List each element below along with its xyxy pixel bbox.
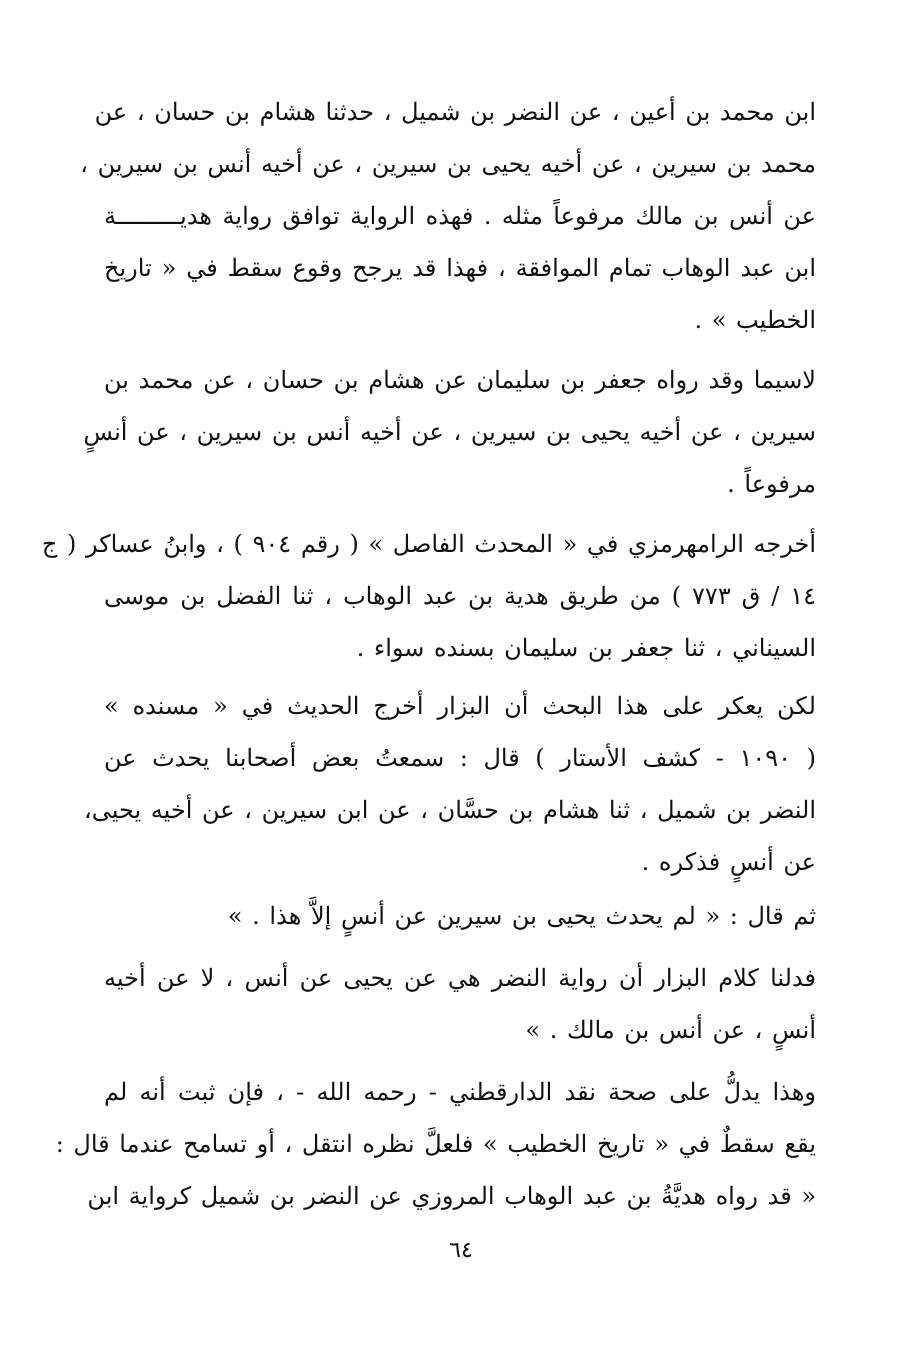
text-line: عن أنس بن مالك مرفوعاً مثله . فهذه الرواية توافق رواية هديـــــــــة bbox=[104, 202, 816, 230]
text-line: ثم قال : « لم يحدث يحيى بن سيرين عن أنسٍ إلاَّ هذا . » bbox=[227, 902, 816, 930]
paragraph-4 bbox=[83, 680, 816, 888]
text-line: وهذا يدلُّ على صحة نقد الدارقطني - رحمه الله - ، فإن ثبت أنه لم bbox=[104, 1078, 816, 1106]
text-line: محمد بن سيرين ، عن أخيه يحيى بن سيرين ، عن أخيه أنس بن سيرين ، bbox=[80, 150, 816, 178]
text-line: فدلنا كلام البزار أن رواية النضر هي عن يحيى عن أنس ، لا عن أخيه bbox=[104, 964, 816, 992]
text-line: أنسٍ ، عن أنس بن مالك . » bbox=[525, 1016, 816, 1044]
paragraph-6 bbox=[104, 952, 816, 1056]
paragraph-3 bbox=[41, 518, 816, 674]
text-line: الخطيب » . bbox=[694, 306, 816, 334]
paragraph-2 bbox=[83, 354, 816, 510]
text-line: ابن عبد الوهاب تمام الموافقة ، فهذا قد يرجح وقوع سقط في « تاريخ bbox=[104, 254, 816, 282]
text-line: سيرين ، عن أخيه يحيى بن سيرين ، عن أخيه أنس بن سيرين ، عن أنسٍ bbox=[83, 418, 816, 446]
page-number: ٦٤ bbox=[449, 1238, 473, 1263]
text-line: النضر بن شميل ، ثنا هشام بن حسَّان ، عن ابن سيرين ، عن أخيه يحيى، bbox=[83, 796, 816, 824]
text-line: يقع سقطٌ في « تاريخ الخطيب » فلعلَّ نظره انتقل ، أو تسامح عندما قال : bbox=[55, 1130, 816, 1158]
text-line: ابن محمد بن أعين ، عن النضر بن شميل ، حدثنا هشام بن حسان ، عن bbox=[94, 98, 816, 126]
paragraph-7 bbox=[55, 1066, 816, 1222]
text-line: لكن يعكر على هذا البحث أن البزار أخرج الحديث في « مسنده » bbox=[104, 692, 816, 720]
text-line: عن أنسٍ فذكره . bbox=[641, 848, 816, 876]
text-line: ١٤ / ق ٧٧٣ ) من طريق هدية بن عبد الوهاب ، ثنا الفضل بن موسى bbox=[104, 582, 816, 610]
text-line: ( ١٠٩٠ - كشف الأستار ) قال : سمعتُ بعض أصحابنا يحدث عن bbox=[104, 744, 816, 772]
text-line: « قد رواه هديَّةُ بن عبد الوهاب المروزي عن النضر بن شميل كرواية ابن bbox=[87, 1182, 816, 1210]
text-line: أخرجه الرامهرمزي في « المحدث الفاصل » ( رقم ٩٠٤ ) ، وابنُ عساكر ( ج bbox=[41, 530, 816, 558]
text-line: مرفوعاً . bbox=[727, 470, 816, 498]
text-line: السيناني ، ثنا جعفر بن سليمان بسنده سواء . bbox=[356, 634, 816, 662]
text-line: لاسيما وقد رواه جعفر بن سليمان عن هشام بن حسان ، عن محمد بن bbox=[104, 366, 816, 394]
paragraph-5 bbox=[104, 890, 816, 942]
paragraph-1 bbox=[80, 86, 816, 346]
